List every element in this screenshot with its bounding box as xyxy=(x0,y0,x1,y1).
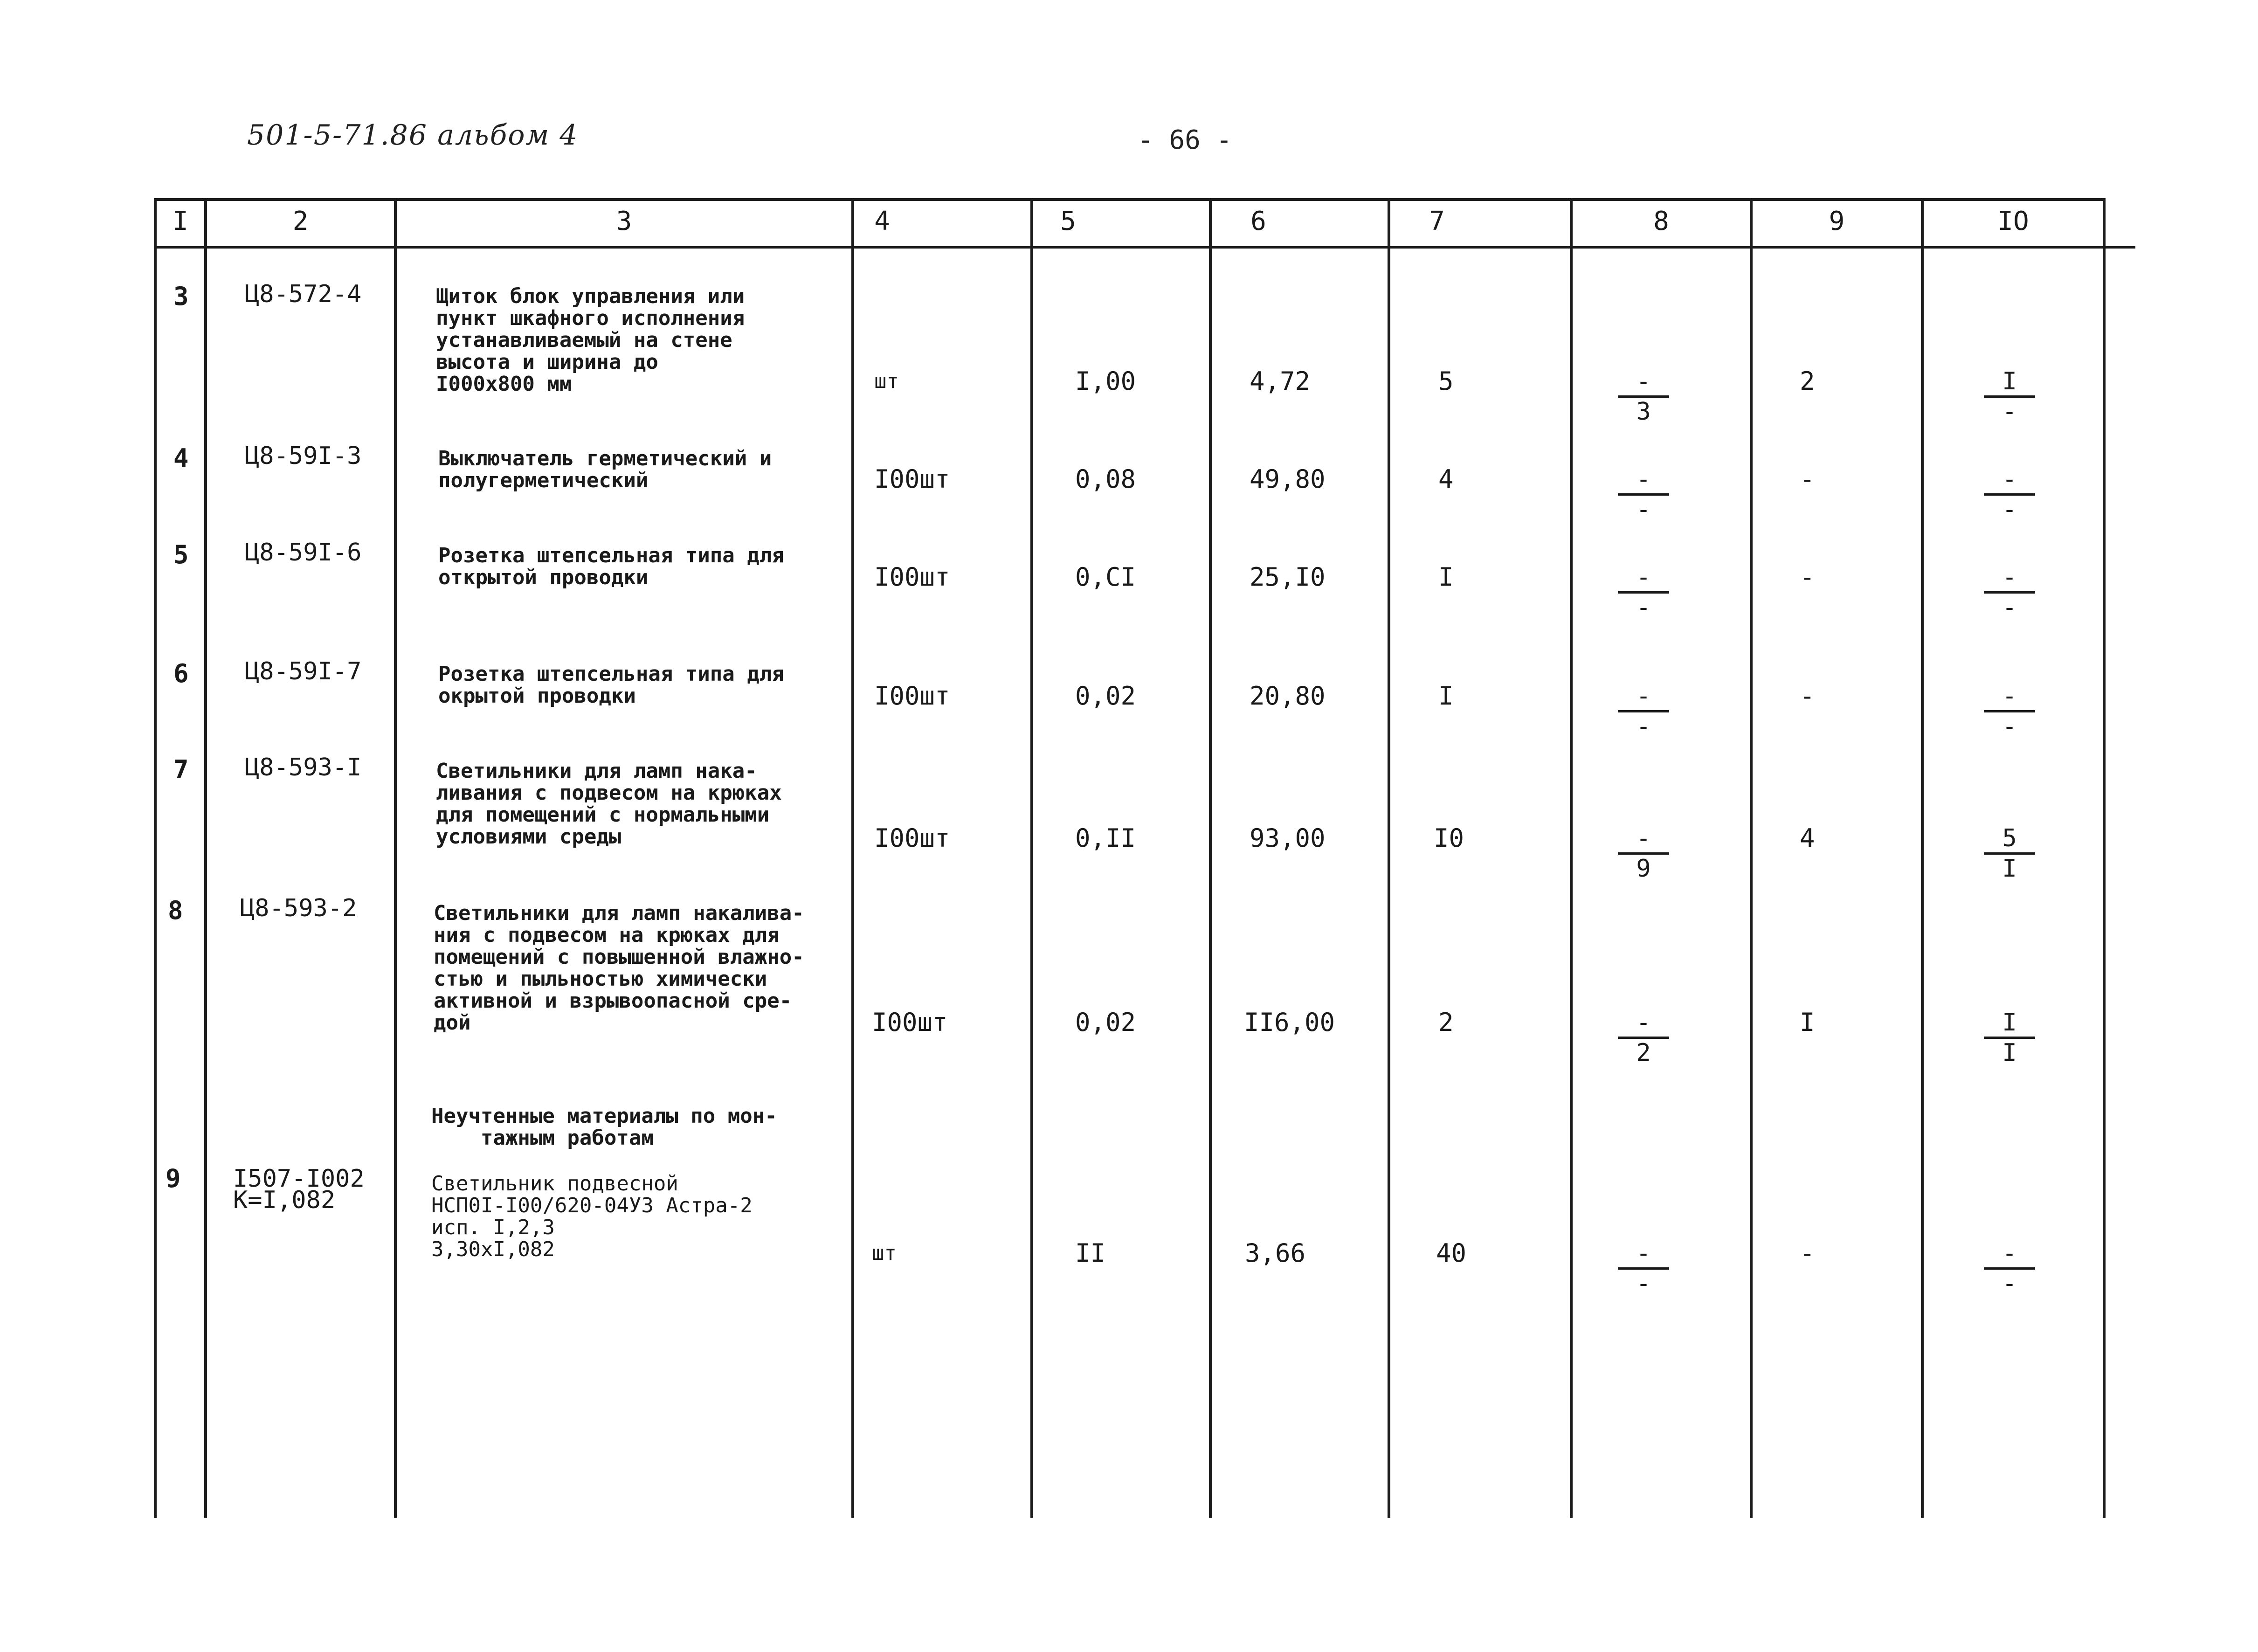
section-note: Неучтенные материалы по мон- тажным работам xyxy=(431,1104,777,1150)
item-description: Розетка штепсельная типа для открытой проводки xyxy=(438,544,784,589)
unit-price: 93,00 xyxy=(1250,823,1326,853)
column-8-fraction: - 3 xyxy=(1618,368,1669,425)
quantity: 0,II xyxy=(1075,823,1136,853)
column-header-5: 5 xyxy=(1060,206,1076,236)
quantity: 0,CI xyxy=(1075,562,1136,592)
column-divider xyxy=(1570,198,1573,1518)
quantity: 0,08 xyxy=(1075,464,1136,494)
column-10-fraction: - - xyxy=(1984,564,2035,621)
rate-code: Ц8-59I-7 xyxy=(245,657,362,685)
unit-price: 25,I0 xyxy=(1250,562,1326,592)
column-divider xyxy=(1209,198,1212,1518)
unit: I00шт xyxy=(874,464,950,494)
unit: I00шт xyxy=(872,1008,948,1037)
column-9-value: - xyxy=(1800,681,1815,711)
unit: I00шт xyxy=(874,823,950,853)
column-header-8: 8 xyxy=(1653,206,1669,236)
column-10-fraction: I I xyxy=(1984,1009,2035,1066)
column-7-value: I xyxy=(1438,681,1454,711)
quantity: I,00 xyxy=(1075,366,1136,396)
unit: шт xyxy=(872,1241,897,1265)
column-divider xyxy=(1750,198,1753,1518)
column-10-fraction: 5 I xyxy=(1984,825,2035,882)
unit-price: 49,80 xyxy=(1250,464,1326,494)
column-divider xyxy=(154,198,157,1518)
row-number: 5 xyxy=(173,540,189,569)
column-9-value: 2 xyxy=(1800,366,1815,396)
item-description: Светильники для ламп нака- ливания с подвесом на крюках для помещений с нормальными условиями среды xyxy=(436,759,782,849)
item-description: Щиток блок управления или пункт шкафного исполнения устанавливаемый на стене высота и ширина до I000x800 мм xyxy=(436,284,745,396)
column-8-fraction: - - xyxy=(1618,1240,1669,1297)
column-9-value: I xyxy=(1800,1008,1815,1037)
unit: шт xyxy=(874,369,899,393)
rate-code: Ц8-59I-3 xyxy=(245,442,362,470)
item-description: Выключатель герметический и полугерметический xyxy=(438,447,772,492)
column-header-7: 7 xyxy=(1429,206,1445,236)
row-number: 7 xyxy=(173,755,189,784)
column-header-6: 6 xyxy=(1250,206,1266,236)
column-header-9: 9 xyxy=(1829,206,1845,236)
column-10-fraction: - - xyxy=(1984,466,2035,523)
row-number: 3 xyxy=(173,282,189,311)
column-7-value: I0 xyxy=(1434,823,1464,853)
row-number: 4 xyxy=(173,443,189,473)
column-7-value: I xyxy=(1438,562,1454,592)
rate-code: Ц8-593-I xyxy=(245,753,362,781)
page-number: - 66 - xyxy=(1138,125,1232,155)
column-divider xyxy=(851,198,854,1518)
column-divider xyxy=(394,198,397,1518)
column-header-4: 4 xyxy=(874,206,890,236)
column-8-fraction: - - xyxy=(1618,466,1669,523)
unit-price: 4,72 xyxy=(1250,366,1311,396)
rate-code: Ц8-593-2 xyxy=(240,894,357,922)
rate-code: Ц8-59I-6 xyxy=(245,539,362,567)
column-header-1: I xyxy=(173,206,188,236)
column-10-fraction: - - xyxy=(1984,1240,2035,1297)
column-10-fraction: - - xyxy=(1984,683,2035,740)
unit-price: 3,66 xyxy=(1245,1238,1306,1268)
column-divider xyxy=(1030,198,1033,1518)
column-8-fraction: - - xyxy=(1618,683,1669,740)
column-10-fraction: I - xyxy=(1984,368,2035,425)
column-9-value: 4 xyxy=(1800,823,1815,853)
column-8-fraction: - 9 xyxy=(1618,825,1669,882)
column-7-value: 5 xyxy=(1438,366,1454,396)
column-divider xyxy=(2103,198,2106,1518)
quantity: 0,02 xyxy=(1075,681,1136,711)
column-8-fraction: - 2 xyxy=(1618,1009,1669,1066)
unit-price: 20,80 xyxy=(1250,681,1326,711)
column-9-value: - xyxy=(1800,1238,1815,1268)
column-divider xyxy=(1921,198,1924,1518)
column-header-10: IO xyxy=(1997,206,2029,236)
table-header-bottom-border xyxy=(154,246,2135,249)
item-description: Светильник подвесной НСП0I-I00/620-04УЗ Астра-2 исп. I,2,3 3,30xI,082 xyxy=(431,1172,753,1261)
item-description: Розетка штепсельная типа для окрытой проводки xyxy=(438,662,784,708)
table-top-border xyxy=(154,198,2103,201)
column-header-2: 2 xyxy=(292,206,309,236)
row-number: 6 xyxy=(173,659,189,688)
column-9-value: - xyxy=(1800,464,1815,494)
rate-code: I507-I002 K=I,082 xyxy=(233,1165,365,1214)
column-8-fraction: - - xyxy=(1618,564,1669,621)
column-7-value: 40 xyxy=(1436,1238,1467,1268)
column-divider xyxy=(1388,198,1390,1518)
column-7-value: 4 xyxy=(1438,464,1454,494)
row-number: 9 xyxy=(166,1164,181,1193)
unit: I00шт xyxy=(874,681,950,711)
column-9-value: - xyxy=(1800,562,1815,592)
column-header-3: 3 xyxy=(616,206,632,236)
unit-price: II6,00 xyxy=(1244,1008,1335,1037)
unit: I00шт xyxy=(874,562,950,592)
rate-code: Ц8-572-4 xyxy=(245,280,362,308)
quantity: 0,02 xyxy=(1075,1008,1136,1037)
quantity: II xyxy=(1075,1238,1106,1268)
item-description: Светильники для ламп накалива- ния с подвесом на крюках для помещений с повышенной влажно- стью и пыльностью химически активной и взрывоопасной сре- дой xyxy=(434,901,804,1035)
row-number: 8 xyxy=(168,896,183,925)
document-code: 501-5-71.86 альбом 4 xyxy=(247,119,579,152)
column-divider xyxy=(204,198,207,1518)
column-7-value: 2 xyxy=(1438,1008,1454,1037)
